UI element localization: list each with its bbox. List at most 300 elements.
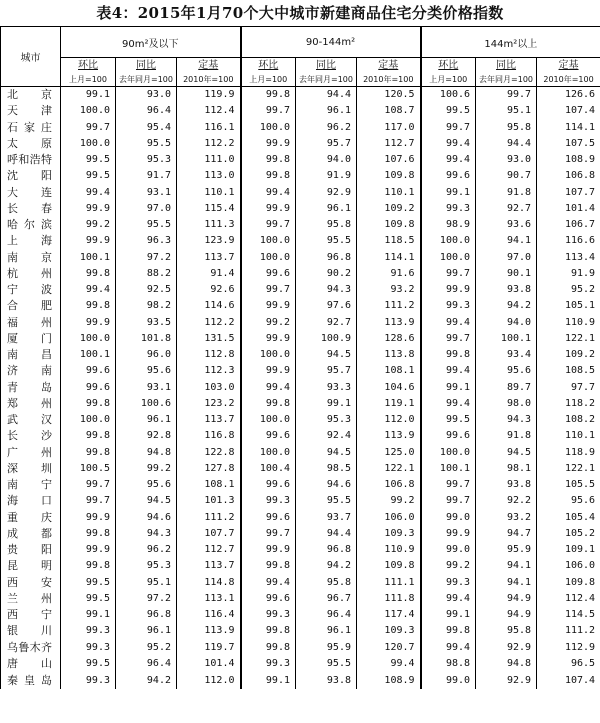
cell-small-yoy: 88.2 <box>116 266 177 282</box>
city-column-header: 城市 <box>1 27 61 87</box>
cell-small-yoy: 96.1 <box>116 623 177 639</box>
cell-large-mom: 99.6 <box>421 428 476 444</box>
cell-medium-mom: 99.7 <box>241 526 296 542</box>
table-row <box>1 331 600 347</box>
cell-medium-base: 107.6 <box>357 152 421 168</box>
cell-small-yoy: 94.8 <box>116 445 177 461</box>
cell-large-mom: 99.1 <box>421 380 476 396</box>
cell-large-yoy: 94.5 <box>476 445 537 461</box>
cell-small-mom: 100.0 <box>61 412 116 428</box>
cell-medium-base: 119.1 <box>357 396 421 412</box>
cell-large-yoy: 93.8 <box>476 282 537 298</box>
cell-large-yoy: 100.1 <box>476 331 537 347</box>
cell-large-base: 109.2 <box>537 347 600 363</box>
cell-medium-yoy: 95.9 <box>296 640 357 656</box>
cell-small-yoy: 94.6 <box>116 510 177 526</box>
cell-large-yoy: 93.0 <box>476 152 537 168</box>
table-row <box>1 445 600 461</box>
cell-medium-mom: 99.9 <box>241 201 296 217</box>
cell-large-mom: 99.7 <box>421 477 476 493</box>
cell-small-mom: 100.1 <box>61 250 116 266</box>
cell-large-mom: 99.4 <box>421 315 476 331</box>
cell-small-base: 112.3 <box>177 363 241 379</box>
table-row <box>1 461 600 477</box>
cell-small-base: 101.3 <box>177 493 241 509</box>
table-row <box>1 623 600 639</box>
table-row <box>1 103 600 119</box>
cell-small-base: 123.9 <box>177 233 241 249</box>
cell-medium-base: 125.0 <box>357 445 421 461</box>
group-header-small: 90m²及以下 <box>61 27 241 58</box>
city-cell: 贵阳 <box>1 542 61 558</box>
cell-medium-yoy: 95.8 <box>296 575 357 591</box>
table-row <box>1 380 600 396</box>
cell-medium-yoy: 94.5 <box>296 347 357 363</box>
cell-medium-mom: 99.6 <box>241 591 296 607</box>
table-row <box>1 477 600 493</box>
cell-medium-yoy: 94.6 <box>296 477 357 493</box>
cell-large-base: 107.7 <box>537 185 600 201</box>
cell-large-mom: 99.1 <box>421 185 476 201</box>
table-row <box>1 185 600 201</box>
cell-small-mom: 100.5 <box>61 461 116 477</box>
cell-medium-mom: 99.9 <box>241 136 296 152</box>
cell-medium-yoy: 94.2 <box>296 558 357 574</box>
cell-large-mom: 99.1 <box>421 607 476 623</box>
city-cell: 沈阳 <box>1 168 61 184</box>
cell-small-base: 112.2 <box>177 136 241 152</box>
cell-large-mom: 99.7 <box>421 120 476 136</box>
cell-medium-base: 109.3 <box>357 526 421 542</box>
cell-small-mom: 99.5 <box>61 575 116 591</box>
cell-medium-base: 112.7 <box>357 136 421 152</box>
sub-header-yoy-basis: 去年同月=100 <box>296 73 357 87</box>
cell-small-mom: 99.4 <box>61 185 116 201</box>
cell-small-base: 123.2 <box>177 396 241 412</box>
cell-small-yoy: 97.2 <box>116 591 177 607</box>
cell-medium-base: 108.1 <box>357 363 421 379</box>
cell-large-base: 118.2 <box>537 396 600 412</box>
cell-medium-yoy: 93.7 <box>296 510 357 526</box>
cell-small-base: 113.7 <box>177 412 241 428</box>
cell-small-mom: 100.0 <box>61 103 116 119</box>
cell-medium-yoy: 95.8 <box>296 217 357 233</box>
sub-header-mom: 环比 <box>421 58 476 74</box>
cell-large-mom: 99.4 <box>421 136 476 152</box>
cell-large-yoy: 94.8 <box>476 656 537 672</box>
cell-small-base: 101.4 <box>177 656 241 672</box>
cell-small-base: 113.1 <box>177 591 241 607</box>
city-cell: 北京 <box>1 87 61 104</box>
cell-small-base: 110.1 <box>177 185 241 201</box>
cell-small-yoy: 95.3 <box>116 152 177 168</box>
city-cell: 呼和浩特 <box>1 152 61 168</box>
cell-small-mom: 99.7 <box>61 493 116 509</box>
cell-small-mom: 99.1 <box>61 87 116 104</box>
cell-small-base: 119.7 <box>177 640 241 656</box>
cell-medium-yoy: 93.3 <box>296 380 357 396</box>
cell-medium-mom: 99.7 <box>241 103 296 119</box>
cell-medium-mom: 99.2 <box>241 315 296 331</box>
cell-large-yoy: 95.1 <box>476 103 537 119</box>
cell-medium-yoy: 96.2 <box>296 120 357 136</box>
cell-medium-base: 93.2 <box>357 282 421 298</box>
cell-medium-base: 112.0 <box>357 412 421 428</box>
cell-small-mom: 99.9 <box>61 510 116 526</box>
cell-small-mom: 99.9 <box>61 201 116 217</box>
cell-small-mom: 99.8 <box>61 266 116 282</box>
city-cell: 郑州 <box>1 396 61 412</box>
cell-medium-yoy: 95.5 <box>296 233 357 249</box>
cell-large-mom: 99.7 <box>421 266 476 282</box>
group-header-large: 144m²以上 <box>421 27 600 58</box>
table-row <box>1 168 600 184</box>
city-cell: 太原 <box>1 136 61 152</box>
city-cell: 福州 <box>1 315 61 331</box>
cell-medium-mom: 99.6 <box>241 428 296 444</box>
cell-medium-base: 109.8 <box>357 217 421 233</box>
cell-large-yoy: 94.0 <box>476 315 537 331</box>
city-cell: 长沙 <box>1 428 61 444</box>
cell-large-mom: 99.9 <box>421 282 476 298</box>
cell-medium-base: 120.5 <box>357 87 421 104</box>
table-row <box>1 672 600 689</box>
cell-small-base: 103.0 <box>177 380 241 396</box>
cell-medium-yoy: 97.6 <box>296 298 357 314</box>
cell-medium-mom: 99.3 <box>241 607 296 623</box>
cell-small-mom: 99.5 <box>61 152 116 168</box>
cell-large-base: 106.8 <box>537 168 600 184</box>
city-cell: 海口 <box>1 493 61 509</box>
sub-header-base-basis: 2010年=100 <box>177 73 241 87</box>
cell-large-base: 112.4 <box>537 591 600 607</box>
table-row <box>1 591 600 607</box>
cell-large-base: 126.6 <box>537 87 600 104</box>
cell-large-yoy: 91.8 <box>476 428 537 444</box>
cell-small-base: 114.6 <box>177 298 241 314</box>
cell-large-base: 106.7 <box>537 217 600 233</box>
cell-small-base: 112.8 <box>177 347 241 363</box>
cell-medium-mom: 100.0 <box>241 347 296 363</box>
sub-header-yoy: 同比 <box>476 58 537 74</box>
cell-large-yoy: 95.9 <box>476 542 537 558</box>
city-cell: 大连 <box>1 185 61 201</box>
table-row <box>1 640 600 656</box>
cell-large-base: 105.4 <box>537 510 600 526</box>
cell-medium-base: 110.1 <box>357 185 421 201</box>
cell-medium-yoy: 100.9 <box>296 331 357 347</box>
cell-large-base: 122.1 <box>537 331 600 347</box>
cell-medium-mom: 99.4 <box>241 575 296 591</box>
cell-small-base: 92.6 <box>177 282 241 298</box>
cell-large-base: 107.4 <box>537 103 600 119</box>
cell-medium-yoy: 90.2 <box>296 266 357 282</box>
cell-large-base: 109.8 <box>537 575 600 591</box>
city-cell: 杭州 <box>1 266 61 282</box>
cell-medium-base: 122.1 <box>357 461 421 477</box>
city-cell: 重庆 <box>1 510 61 526</box>
cell-large-mom: 99.3 <box>421 575 476 591</box>
cell-large-yoy: 93.6 <box>476 217 537 233</box>
cell-small-mom: 99.4 <box>61 282 116 298</box>
cell-small-yoy: 101.8 <box>116 331 177 347</box>
cell-large-base: 118.9 <box>537 445 600 461</box>
city-cell: 南京 <box>1 250 61 266</box>
price-index-table <box>0 26 600 689</box>
cell-small-yoy: 93.1 <box>116 380 177 396</box>
cell-small-mom: 99.3 <box>61 672 116 689</box>
table-row <box>1 152 600 168</box>
cell-medium-base: 109.8 <box>357 168 421 184</box>
cell-large-mom: 99.6 <box>421 168 476 184</box>
table-row <box>1 575 600 591</box>
city-cell: 石家庄 <box>1 120 61 136</box>
cell-large-yoy: 91.8 <box>476 185 537 201</box>
group-header-medium: 90-144m² <box>241 27 421 58</box>
city-cell: 成都 <box>1 526 61 542</box>
cell-medium-base: 117.4 <box>357 607 421 623</box>
city-cell: 上海 <box>1 233 61 249</box>
cell-medium-yoy: 95.3 <box>296 412 357 428</box>
cell-medium-yoy: 96.8 <box>296 542 357 558</box>
cell-medium-yoy: 94.0 <box>296 152 357 168</box>
cell-medium-yoy: 92.7 <box>296 315 357 331</box>
cell-small-base: 114.8 <box>177 575 241 591</box>
cell-large-mom: 99.4 <box>421 152 476 168</box>
cell-large-yoy: 93.4 <box>476 347 537 363</box>
cell-medium-mom: 99.8 <box>241 396 296 412</box>
cell-small-mom: 100.0 <box>61 136 116 152</box>
cell-small-yoy: 96.1 <box>116 412 177 428</box>
city-cell: 济南 <box>1 363 61 379</box>
city-cell: 乌鲁木齐 <box>1 640 61 656</box>
cell-small-yoy: 96.2 <box>116 542 177 558</box>
cell-medium-base: 104.6 <box>357 380 421 396</box>
city-cell: 哈尔滨 <box>1 217 61 233</box>
cell-small-mom: 99.5 <box>61 168 116 184</box>
cell-small-mom: 99.9 <box>61 542 116 558</box>
cell-large-base: 107.5 <box>537 136 600 152</box>
cell-large-yoy: 89.7 <box>476 380 537 396</box>
cell-small-yoy: 95.2 <box>116 640 177 656</box>
cell-large-mom: 99.3 <box>421 201 476 217</box>
cell-small-mom: 100.1 <box>61 347 116 363</box>
cell-large-base: 95.2 <box>537 282 600 298</box>
sub-header-mom-basis: 上月=100 <box>241 73 296 87</box>
cell-large-base: 107.4 <box>537 672 600 689</box>
cell-medium-yoy: 95.5 <box>296 656 357 672</box>
cell-large-base: 109.1 <box>537 542 600 558</box>
sub-header-mom-basis: 上月=100 <box>61 73 116 87</box>
table-row <box>1 217 600 233</box>
cell-small-base: 113.0 <box>177 168 241 184</box>
cell-large-yoy: 94.2 <box>476 298 537 314</box>
cell-small-yoy: 99.2 <box>116 461 177 477</box>
cell-small-base: 112.4 <box>177 103 241 119</box>
table-row <box>1 607 600 623</box>
cell-medium-mom: 100.0 <box>241 233 296 249</box>
city-cell: 合肥 <box>1 298 61 314</box>
cell-large-base: 105.2 <box>537 526 600 542</box>
table-title: 表4：2015年1月70个大中城市新建商品住宅分类价格指数 <box>96 4 504 22</box>
city-cell: 南昌 <box>1 347 61 363</box>
cell-large-yoy: 94.1 <box>476 233 537 249</box>
cell-medium-yoy: 91.9 <box>296 168 357 184</box>
cell-large-yoy: 94.1 <box>476 575 537 591</box>
cell-medium-mom: 99.4 <box>241 380 296 396</box>
cell-large-mom: 99.5 <box>421 412 476 428</box>
cell-medium-mom: 99.1 <box>241 672 296 689</box>
cell-small-yoy: 94.2 <box>116 672 177 689</box>
city-cell: 广州 <box>1 445 61 461</box>
cell-small-mom: 99.5 <box>61 591 116 607</box>
sub-header-base-basis: 2010年=100 <box>537 73 600 87</box>
cell-large-base: 91.9 <box>537 266 600 282</box>
cell-large-yoy: 94.4 <box>476 136 537 152</box>
cell-large-base: 96.5 <box>537 656 600 672</box>
cell-medium-mom: 99.8 <box>241 558 296 574</box>
cell-small-mom: 99.7 <box>61 120 116 136</box>
table-row <box>1 120 600 136</box>
cell-medium-base: 111.8 <box>357 591 421 607</box>
table-row <box>1 87 600 104</box>
cell-large-base: 97.7 <box>537 380 600 396</box>
cell-small-yoy: 96.8 <box>116 607 177 623</box>
cell-small-yoy: 95.6 <box>116 477 177 493</box>
cell-large-mom: 99.0 <box>421 510 476 526</box>
table-row <box>1 315 600 331</box>
cell-small-base: 111.3 <box>177 217 241 233</box>
cell-large-mom: 99.0 <box>421 542 476 558</box>
cell-small-mom: 99.5 <box>61 656 116 672</box>
cell-small-yoy: 95.6 <box>116 363 177 379</box>
city-cell: 西安 <box>1 575 61 591</box>
cell-medium-base: 106.8 <box>357 477 421 493</box>
sub-header-mom: 环比 <box>241 58 296 74</box>
cell-medium-mom: 99.8 <box>241 623 296 639</box>
cell-small-mom: 99.7 <box>61 477 116 493</box>
cell-large-base: 101.4 <box>537 201 600 217</box>
cell-large-yoy: 92.2 <box>476 493 537 509</box>
table-row <box>1 656 600 672</box>
cell-medium-mom: 99.6 <box>241 510 296 526</box>
cell-large-mom: 99.4 <box>421 363 476 379</box>
city-cell: 厦门 <box>1 331 61 347</box>
cell-small-mom: 99.8 <box>61 298 116 314</box>
cell-medium-base: 128.6 <box>357 331 421 347</box>
cell-medium-yoy: 92.9 <box>296 185 357 201</box>
cell-medium-base: 110.9 <box>357 542 421 558</box>
cell-large-base: 112.9 <box>537 640 600 656</box>
sub-header-yoy: 同比 <box>296 58 357 74</box>
cell-large-base: 108.5 <box>537 363 600 379</box>
city-cell: 武汉 <box>1 412 61 428</box>
cell-large-yoy: 97.0 <box>476 250 537 266</box>
cell-large-yoy: 98.1 <box>476 461 537 477</box>
city-cell: 昆明 <box>1 558 61 574</box>
cell-small-base: 115.4 <box>177 201 241 217</box>
cell-medium-base: 108.7 <box>357 103 421 119</box>
cell-large-mom: 99.4 <box>421 396 476 412</box>
cell-large-base: 114.5 <box>537 607 600 623</box>
cell-large-mom: 99.7 <box>421 493 476 509</box>
cell-medium-mom: 99.9 <box>241 542 296 558</box>
cell-large-yoy: 95.8 <box>476 623 537 639</box>
cell-medium-mom: 99.8 <box>241 640 296 656</box>
table-row <box>1 233 600 249</box>
cell-small-yoy: 100.6 <box>116 396 177 412</box>
cell-small-yoy: 92.8 <box>116 428 177 444</box>
cell-medium-yoy: 95.5 <box>296 493 357 509</box>
cell-medium-base: 99.2 <box>357 493 421 509</box>
cell-large-base: 108.9 <box>537 152 600 168</box>
cell-large-mom: 100.1 <box>421 461 476 477</box>
cell-small-yoy: 95.1 <box>116 575 177 591</box>
cell-large-base: 108.2 <box>537 412 600 428</box>
cell-large-yoy: 92.7 <box>476 201 537 217</box>
cell-medium-mom: 99.8 <box>241 152 296 168</box>
cell-large-mom: 99.8 <box>421 623 476 639</box>
cell-medium-yoy: 96.1 <box>296 201 357 217</box>
cell-small-yoy: 92.5 <box>116 282 177 298</box>
cell-small-mom: 99.8 <box>61 428 116 444</box>
cell-medium-base: 109.8 <box>357 558 421 574</box>
cell-large-mom: 98.8 <box>421 656 476 672</box>
cell-large-base: 95.6 <box>537 493 600 509</box>
cell-large-yoy: 92.9 <box>476 640 537 656</box>
cell-small-base: 116.4 <box>177 607 241 623</box>
cell-small-mom: 99.8 <box>61 396 116 412</box>
table-row <box>1 250 600 266</box>
cell-large-base: 114.1 <box>537 120 600 136</box>
cell-large-mom: 99.2 <box>421 558 476 574</box>
cell-small-base: 107.7 <box>177 526 241 542</box>
cell-small-base: 108.1 <box>177 477 241 493</box>
cell-medium-yoy: 94.4 <box>296 87 357 104</box>
cell-medium-mom: 100.0 <box>241 445 296 461</box>
cell-small-mom: 99.3 <box>61 623 116 639</box>
cell-small-mom: 99.6 <box>61 363 116 379</box>
cell-medium-yoy: 96.1 <box>296 103 357 119</box>
cell-medium-mom: 99.3 <box>241 493 296 509</box>
cell-medium-base: 111.2 <box>357 298 421 314</box>
cell-large-base: 110.1 <box>537 428 600 444</box>
cell-medium-mom: 99.3 <box>241 656 296 672</box>
cell-small-mom: 99.1 <box>61 607 116 623</box>
cell-medium-yoy: 93.8 <box>296 672 357 689</box>
cell-large-yoy: 95.6 <box>476 363 537 379</box>
cell-large-yoy: 94.3 <box>476 412 537 428</box>
cell-small-base: 112.0 <box>177 672 241 689</box>
cell-small-yoy: 96.4 <box>116 103 177 119</box>
city-cell: 青岛 <box>1 380 61 396</box>
cell-small-yoy: 97.2 <box>116 250 177 266</box>
cell-small-yoy: 94.3 <box>116 526 177 542</box>
cell-small-base: 111.2 <box>177 510 241 526</box>
table-row <box>1 526 600 542</box>
cell-medium-base: 91.6 <box>357 266 421 282</box>
cell-large-mom: 99.4 <box>421 591 476 607</box>
cell-medium-yoy: 94.5 <box>296 445 357 461</box>
cell-medium-base: 99.4 <box>357 656 421 672</box>
cell-medium-mom: 99.6 <box>241 477 296 493</box>
cell-small-yoy: 97.0 <box>116 201 177 217</box>
city-cell: 银川 <box>1 623 61 639</box>
cell-small-base: 119.9 <box>177 87 241 104</box>
cell-large-yoy: 90.1 <box>476 266 537 282</box>
cell-medium-base: 117.0 <box>357 120 421 136</box>
cell-medium-base: 120.7 <box>357 640 421 656</box>
